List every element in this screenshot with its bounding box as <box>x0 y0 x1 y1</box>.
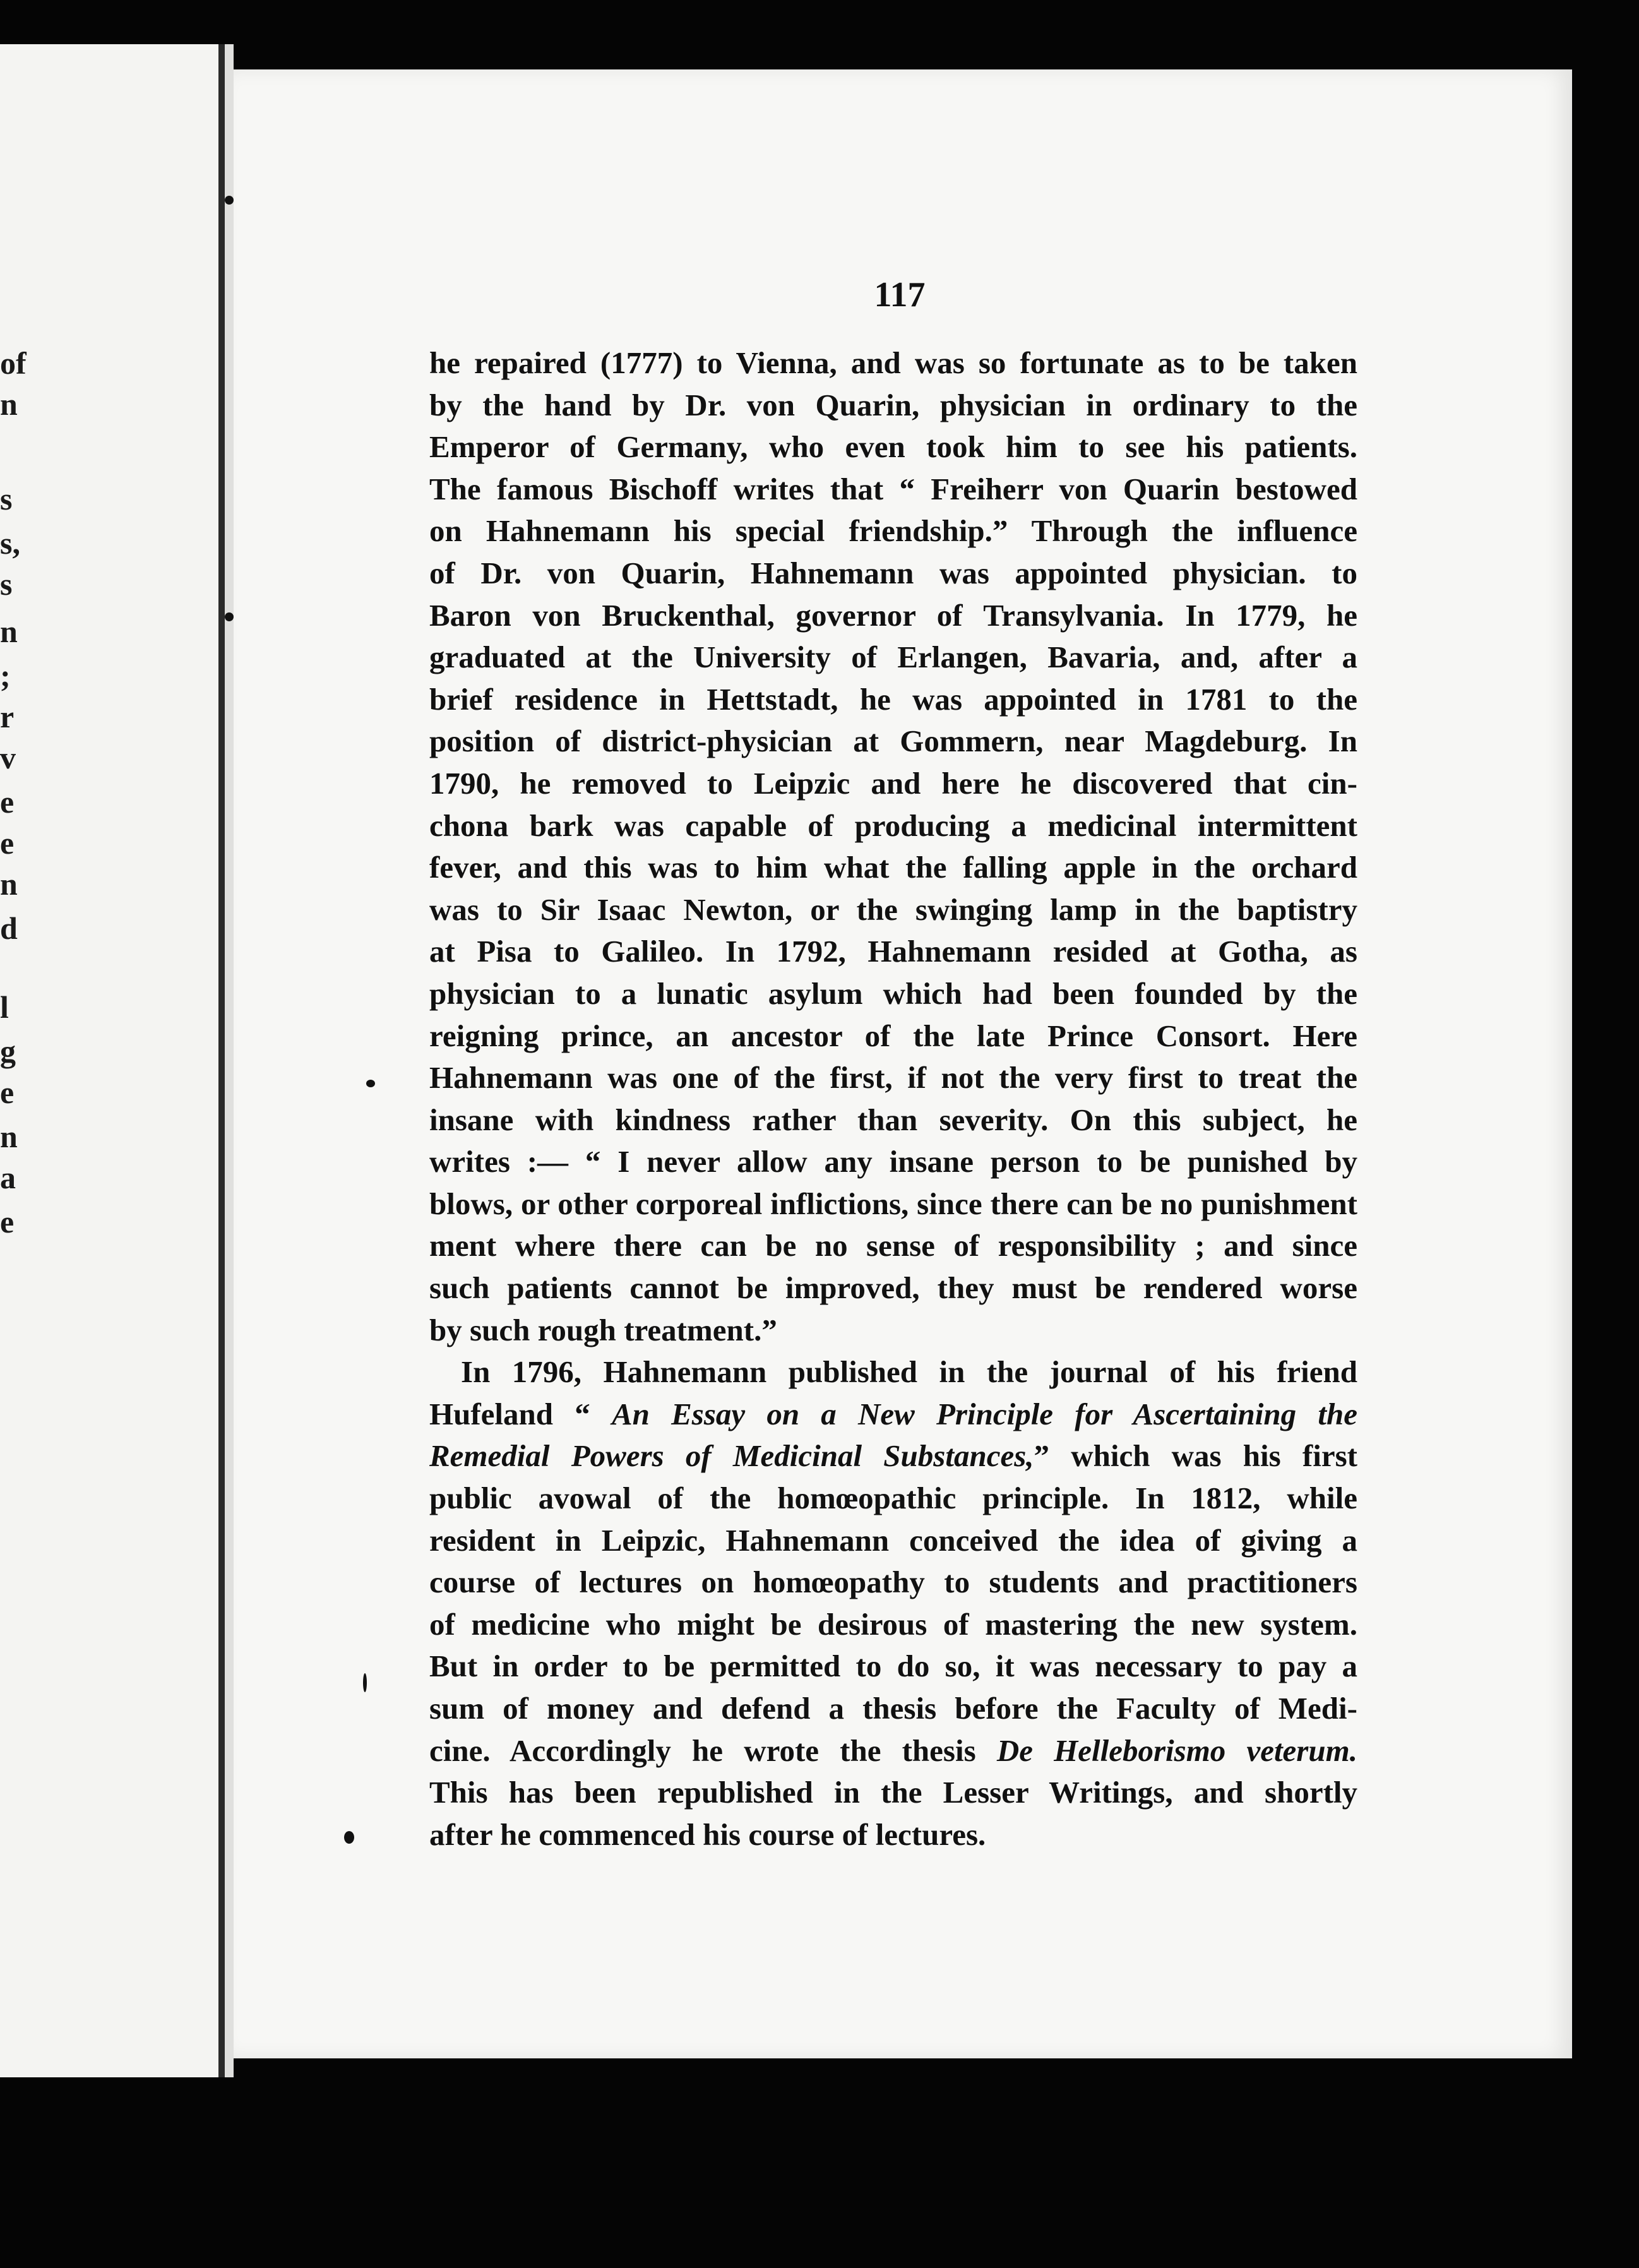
previous-page-fragment: s <box>0 566 13 602</box>
italic-title: De Helleborismo veterum. <box>996 1733 1357 1768</box>
text-line: fever, and this was to him what the falling apple in the orchard <box>429 850 1357 885</box>
text-line: ment where there can be no sense of responsibility ; and since <box>429 1228 1357 1263</box>
previous-page-fragment: ; <box>0 658 11 693</box>
text-line: graduated at the University of Erlangen, Bavaria, and, after a <box>429 640 1357 675</box>
text-line: Baron von Bruckenthal, governor of Transylvania. In 1779, he <box>429 597 1357 633</box>
text-line: blows, or other corporeal inflictions, since there can be no punishment <box>429 1186 1357 1221</box>
text-line: chona bark was capable of producing a medicinal intermittent <box>429 808 1357 843</box>
text-line: insane with kindness rather than severity. On this subject, he <box>429 1102 1357 1137</box>
previous-page-fragment: e <box>0 825 15 861</box>
previous-page-fragment: s, <box>0 525 20 561</box>
ink-speck <box>363 1673 367 1692</box>
text-line: after he commenced his course of lectures. <box>429 1817 986 1852</box>
previous-page-fragment: g <box>0 1034 16 1069</box>
binding-mark <box>225 196 234 205</box>
text-line: In 1796, Hahnemann published in the journal of his friend <box>461 1354 1357 1390</box>
text-line: resident in Leipzic, Hahnemann conceived the idea of giving a <box>429 1522 1357 1558</box>
text-line: 1790, he removed to Leipzic and here he discovered that cin- <box>429 765 1357 801</box>
text-line: by such rough treatment.” <box>429 1312 777 1347</box>
previous-page-fragment: n <box>0 386 18 422</box>
text-line: sum of money and defend a thesis before the Faculty of Medi- <box>429 1691 1357 1726</box>
text-line: position of district-physician at Gommern, near Magdeburg. In <box>429 724 1357 759</box>
text-line: Hahnemann was one of the first, if not the very first to treat the <box>429 1060 1357 1095</box>
text-line: of medicine who might be desirous of mastering the new system. <box>429 1606 1357 1642</box>
text-line: But in order to be permitted to do so, it was necessary to pay a <box>429 1649 1357 1684</box>
previous-page-fragment: of <box>0 345 27 381</box>
text-line: cine. Accordingly he wrote the thesis De Helleborismo veterum. <box>429 1733 1357 1768</box>
previous-page-fragment: r <box>0 699 15 734</box>
previous-page-fragment: a <box>0 1160 16 1195</box>
text-line: physician to a lunatic asylum which had been founded by the <box>429 976 1357 1011</box>
italic-title: Remedial Powers of Medicinal Substances, <box>429 1438 1034 1474</box>
previous-page-fragment: n <box>0 866 18 902</box>
text-line: at Pisa to Galileo. In 1792, Hahnemann resided at Gotha, as <box>429 934 1357 969</box>
previous-page-fragment: e <box>0 1075 15 1110</box>
text-line: on Hahnemann his special friendship.” Through the influence <box>429 513 1357 549</box>
text-line: public avowal of the homœopathic principle. In 1812, while <box>429 1481 1357 1516</box>
text-line: by the hand by Dr. von Quarin, physician in ordinary to the <box>429 387 1357 422</box>
binding-mark <box>225 612 234 621</box>
previous-page-fragment: e <box>0 1204 15 1239</box>
book-page <box>234 69 1572 2058</box>
text-line: of Dr. von Quarin, Hahnemann was appointed physician. to <box>429 555 1357 590</box>
text-line: brief residence in Hettstadt, he was appointed in 1781 to the <box>429 681 1357 717</box>
text-line: writes :— “ I never allow any insane person to be punished by <box>429 1144 1357 1179</box>
text-line: Hufeland “ An Essay on a New Principle for Ascertaining the <box>429 1396 1357 1431</box>
text-line: reigning prince, an ancestor of the late Prince Consort. Here <box>429 1018 1357 1053</box>
text-line: The famous Bischoff writes that “ Freiherr von Quarin bestowed <box>429 471 1357 506</box>
italic-title: An Essay on a New Principle for Ascertaining the <box>611 1396 1357 1431</box>
previous-page-fragment: v <box>0 740 16 775</box>
previous-page-fragment: e <box>0 784 15 820</box>
previous-page-fragment: s <box>0 481 13 516</box>
body-text <box>429 342 1357 1856</box>
previous-page-fragment: d <box>0 910 18 946</box>
previous-page-fragment: l <box>0 989 9 1025</box>
previous-page-strip <box>0 44 225 2077</box>
page-number: 117 <box>874 275 926 314</box>
previous-page-fragment: n <box>0 1119 18 1154</box>
previous-page-fragments <box>0 44 225 2077</box>
book-gutter <box>225 44 234 2077</box>
previous-page-edge <box>218 44 225 2077</box>
previous-page-fragment: n <box>0 614 18 649</box>
text-line: Remedial Powers of Medicinal Substances,” which was his first <box>429 1438 1357 1474</box>
text-line: This has been republished in the Lesser Writings, and shortly <box>429 1775 1357 1810</box>
ink-speck <box>366 1080 375 1087</box>
text-line: such patients cannot be improved, they must be rendered worse <box>429 1270 1357 1306</box>
text-line: was to Sir Isaac Newton, or the swinging lamp in the baptistry <box>429 892 1357 927</box>
text-line: Emperor of Germany, who even took him to see his patients. <box>429 429 1357 465</box>
text-line: course of lectures on homœopathy to students and practitioners <box>429 1565 1357 1600</box>
ink-speck <box>344 1831 354 1844</box>
text-line: he repaired (1777) to Vienna, and was so fortunate as to be taken <box>429 345 1357 380</box>
